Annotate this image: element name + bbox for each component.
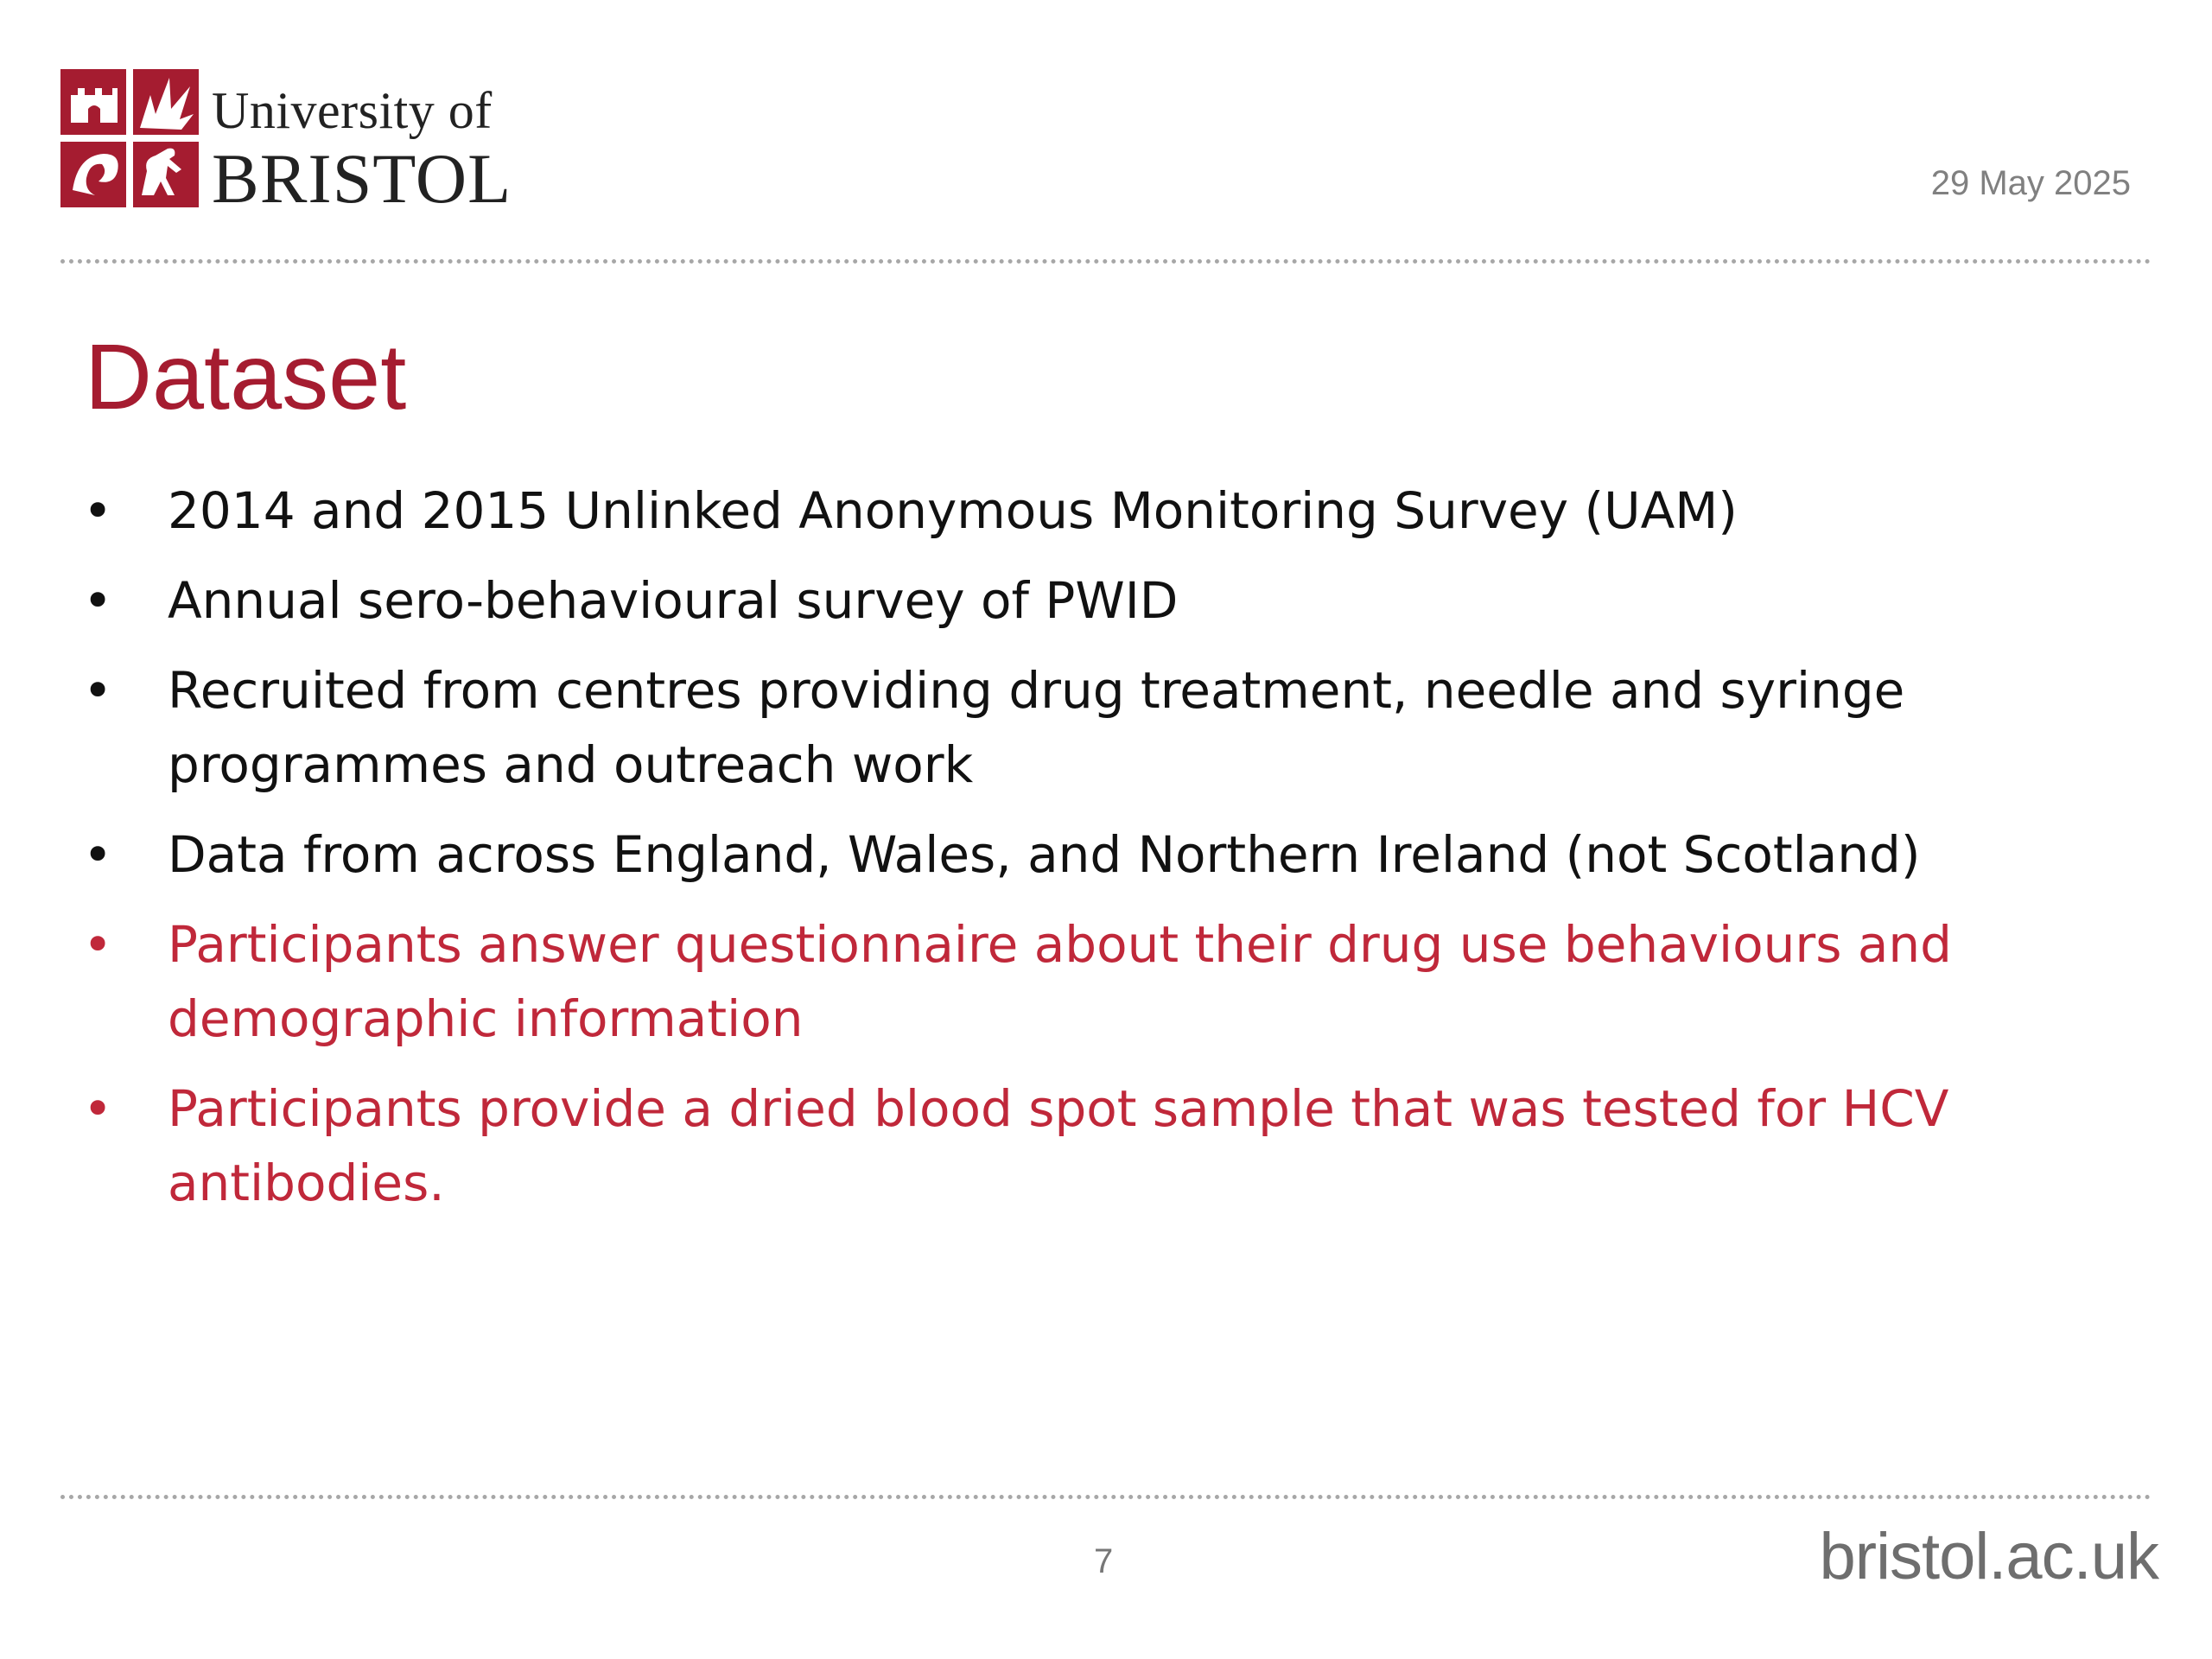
bullet-dot-icon: • <box>83 825 113 884</box>
bristol-crest-icon <box>60 69 199 207</box>
bullet-text: 2014 and 2015 Unlinked Anonymous Monitoring Survey (UAM) <box>168 481 1738 540</box>
logo-line-bristol: BRISTOL <box>212 139 512 218</box>
bullet-list <box>83 474 2088 1236</box>
bullet-text: Annual sero-behavioural survey of PWID <box>168 571 1179 630</box>
bullet-item-highlight <box>83 1071 2088 1220</box>
logo-line-university: University of <box>212 82 493 139</box>
bullet-text: Recruited from centres providing drug treatment, needle and syringe programmes and outreach work <box>168 661 1905 794</box>
bullet-text: Data from across England, Wales, and Northern Ireland (not Scotland) <box>168 825 1921 884</box>
bullet-item-highlight <box>83 907 2088 1056</box>
bullet-item <box>83 817 2088 892</box>
slide-date: 29 May 2025 <box>1930 164 2131 202</box>
bullet-dot-icon: • <box>83 571 113 630</box>
bullet-text: Participants answer questionnaire about their drug use behaviours and demographic information <box>168 915 1952 1048</box>
bullet-item <box>83 474 2088 548</box>
bullet-dot-icon: • <box>83 1079 113 1138</box>
bullet-dot-icon: • <box>83 661 113 720</box>
university-logo <box>60 69 544 218</box>
slide-title: Dataset <box>85 324 407 429</box>
bullet-item <box>83 653 2088 802</box>
footer-url: bristol.ac.uk <box>1819 1520 2158 1593</box>
header-divider <box>60 259 2152 264</box>
bullet-text: Participants provide a dried blood spot sample that was tested for HCV antibodies. <box>168 1079 1949 1212</box>
page-number: 7 <box>1094 1542 1114 1580</box>
bullet-dot-icon: • <box>83 915 113 974</box>
logo-wordmark <box>212 82 512 218</box>
bullet-dot-icon: • <box>83 481 113 540</box>
bullet-item <box>83 563 2088 638</box>
footer-divider <box>60 1495 2152 1499</box>
